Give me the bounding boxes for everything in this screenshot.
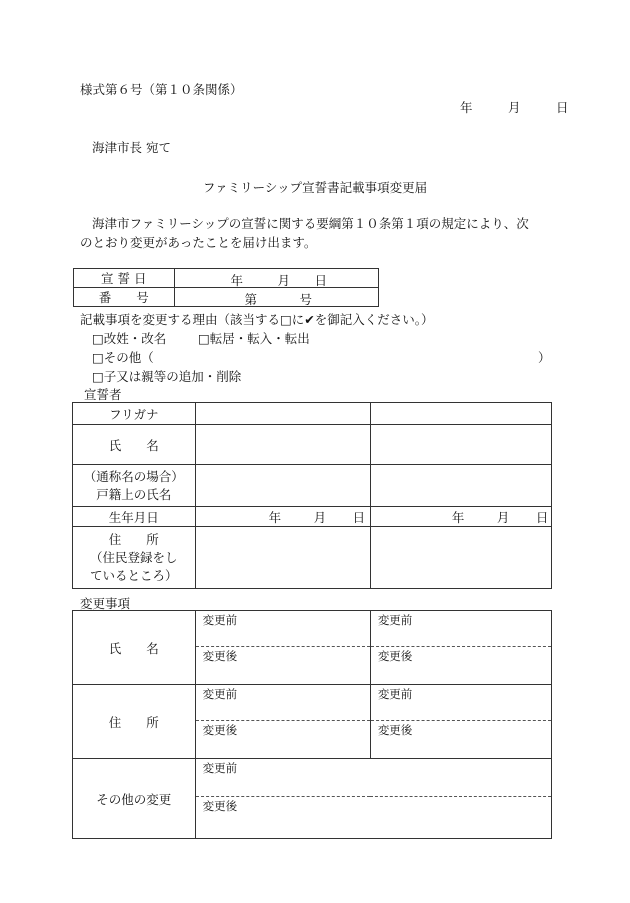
date-day: 日 (556, 100, 569, 115)
date-month: 月 (508, 100, 521, 115)
birthdate-field-1[interactable] (195, 507, 370, 527)
name-field-1[interactable] (195, 425, 370, 465)
change-name-before-2[interactable] (370, 611, 551, 647)
change-address-before-2[interactable] (370, 685, 551, 721)
change-address-before-1[interactable] (195, 685, 370, 721)
reason-other-close: ） (538, 350, 551, 365)
change-name-label: 氏 名 (73, 611, 196, 685)
addressee: 海津市長 宛て (92, 140, 171, 155)
name-label: 氏 名 (73, 425, 196, 465)
reason-heading: 記載事項を変更する理由（該当する□に✔を御記入ください。） (80, 312, 434, 327)
change-name-after-2[interactable] (370, 647, 551, 685)
birth-month-1: 月 (313, 509, 327, 525)
date-year: 年 (460, 100, 473, 115)
after-label: 変更後 (377, 649, 413, 663)
address-line-3: ているところ） (90, 567, 178, 583)
change-address-after-2[interactable] (370, 721, 551, 759)
birth-year-1: 年 (268, 509, 282, 525)
birth-year-2: 年 (451, 509, 465, 525)
birth-month-2: 月 (496, 509, 510, 525)
family-register-name-field-2[interactable] (370, 465, 551, 507)
birthdate-field-2[interactable] (370, 507, 551, 527)
address-field-2[interactable] (370, 527, 551, 589)
oath-table (73, 268, 379, 307)
changes-table (72, 610, 552, 839)
intro-line-1: 海津市ファミリーシップの宣誓に関する要綱第１０条第１項の規定により、次 (92, 216, 529, 231)
changes-heading: 変更事項 (80, 596, 131, 611)
change-address-label: 住 所 (73, 685, 196, 759)
before-label: 変更前 (202, 687, 238, 701)
address-line-1: 住 所 (108, 531, 159, 547)
change-name-after-1[interactable] (195, 647, 370, 685)
oath-number-go: 号 (299, 292, 313, 307)
intro-line-2: のとおり変更があったことを届け出ます。 (80, 235, 317, 250)
furigana-field-1[interactable] (195, 403, 370, 425)
alias-line-2: 戸籍上の氏名 (96, 486, 172, 502)
reason-option-move[interactable]: □転居・転入・転出 (198, 331, 310, 346)
declarant-table (72, 402, 552, 589)
oath-number-field[interactable] (174, 288, 378, 307)
after-label: 変更後 (202, 799, 238, 813)
after-label: 変更後 (202, 723, 238, 737)
oath-date-field[interactable] (174, 269, 378, 288)
oath-year: 年 (230, 273, 244, 288)
reason-option-other[interactable]: □その他（ (92, 350, 154, 365)
birth-day-2: 日 (535, 509, 549, 525)
after-label: 変更後 (202, 649, 238, 663)
furigana-field-2[interactable] (370, 403, 551, 425)
name-field-2[interactable] (370, 425, 551, 465)
address-line-2: （住民登録をし (90, 549, 178, 565)
before-label: 変更前 (377, 613, 413, 627)
after-label: 変更後 (377, 723, 413, 737)
oath-month: 月 (277, 273, 291, 288)
reason-option-child[interactable]: □子又は親等の追加・削除 (92, 369, 242, 384)
change-other-after[interactable] (195, 797, 551, 839)
before-label: 変更前 (202, 613, 238, 627)
declarant-heading: 宣誓者 (84, 387, 122, 402)
family-register-name-label (73, 465, 196, 507)
before-label: 変更前 (202, 761, 238, 775)
oath-number-dai: 第 (244, 292, 258, 307)
birthdate-label: 生年月日 (73, 507, 196, 527)
alias-line-1: （通称名の場合） (83, 468, 184, 484)
oath-date-label: 宣 誓 日 (74, 269, 175, 288)
change-other-before[interactable] (195, 759, 551, 797)
oath-number-label: 番 号 (74, 288, 175, 307)
page-title: ファミリーシップ宣誓書記載事項変更届 (202, 180, 428, 195)
form-number: 様式第６号（第１０条関係） (80, 82, 243, 97)
furigana-label: フリガナ (73, 403, 196, 425)
before-label: 変更前 (377, 687, 413, 701)
change-other-label: その他の変更 (73, 759, 196, 839)
change-address-after-1[interactable] (195, 721, 370, 759)
address-label (73, 527, 196, 589)
birth-day-1: 日 (352, 509, 366, 525)
oath-day: 日 (314, 273, 328, 288)
address-field-1[interactable] (195, 527, 370, 589)
family-register-name-field-1[interactable] (195, 465, 370, 507)
reason-option-name-change[interactable]: □改姓・改名 (92, 331, 167, 346)
change-name-before-1[interactable] (195, 611, 370, 647)
